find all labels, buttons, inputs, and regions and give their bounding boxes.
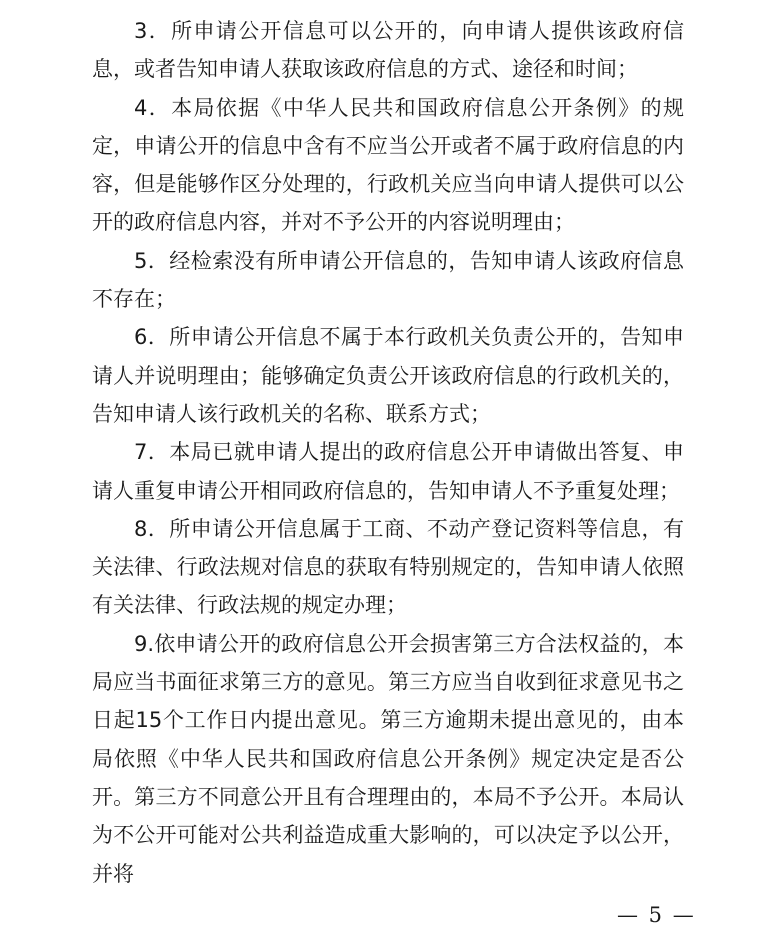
paragraph-item-3: 3．所申请公开信息可以公开的，向申请人提供该政府信息，或者告知申请人获取该政府信息的方式、途径和时间； — [92, 19, 684, 82]
page-number: — 5 — — [617, 903, 696, 927]
paragraph-item-8: 8．所申请公开信息属于工商、不动产登记资料等信息，有关法律、行政法规对信息的获取有特别规定的，告知申请人依照有关法律、行政法规的规定办理； — [92, 516, 684, 618]
paragraph-item-6: 6．所申请公开信息不属于本行政机关负责公开的，告知申请人并说明理由；能够确定负责公开该政府信息的行政机关的，告知申请人该行政机关的名称、联系方式； — [92, 325, 684, 426]
paragraph-item-4: 4．本局依据《中华人民共和国政府信息公开条例》的规定，申请公开的信息中含有不应当公开或者不属于政府信息的内容，但是能够作区分处理的，行政机关应当向申请人提供可以公开的政府信息内容，并对不予公开的内容说明理由； — [92, 95, 684, 235]
paragraph-item-9: 9.依申请公开的政府信息公开会损害第三方合法权益的，本局应当书面征求第三方的意见。第三方应当自收到征求意见书之日起15个工作日内提出意见。第三方逾期未提出意见的，由本局依照《中华人民共和国政府信息公开条例》规定决定是否公开。第三方不同意公开且有合理理由的，本局不予公开。本局认为不公开可能对公共利益造成重大影响的，可以决定予以公开，并将 — [92, 631, 684, 886]
paragraph-item-5: 5．经检索没有所申请公开信息的，告知申请人该政府信息不存在； — [92, 248, 684, 312]
paragraph-item-7: 7．本局已就申请人提出的政府信息公开申请做出答复、申请人重复申请公开相同政府信息的，告知申请人不予重复处理； — [92, 440, 684, 503]
document-body — [92, 0, 684, 893]
